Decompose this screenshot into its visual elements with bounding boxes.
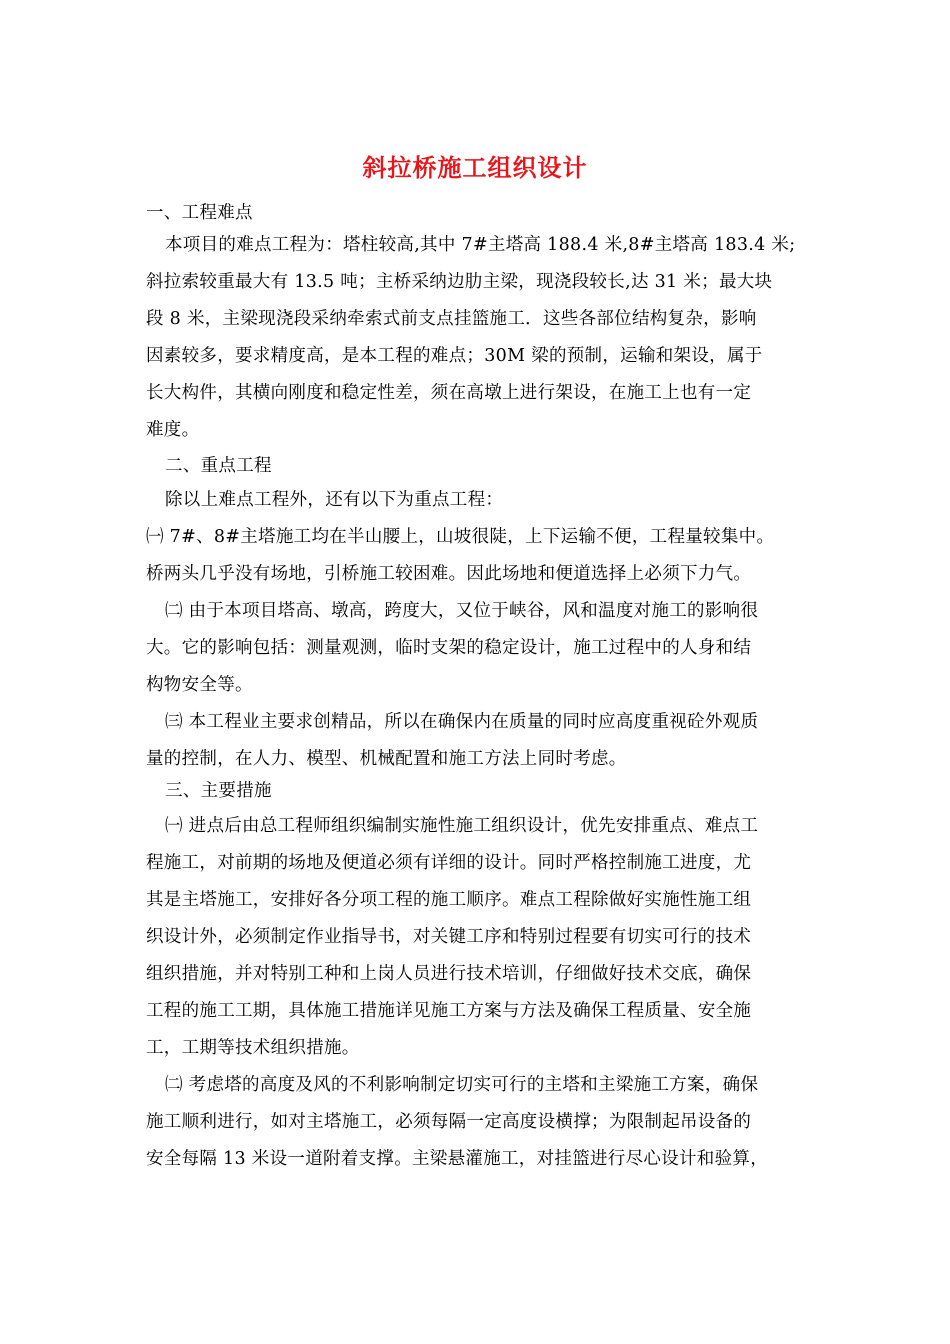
paragraph-line: 组织措施，并对特别工种和上岗人员进行技术培训，仔细做好技术交底，确保 — [146, 964, 752, 984]
paragraph-line: 桥两头几乎没有场地，引桥施工较困难。因此场地和便道选择上必须下力气。 — [146, 564, 752, 584]
paragraph-line: 工，工期等技术组织措施。 — [146, 1038, 360, 1058]
paragraph-line: 长大构件，其横向刚度和稳定性差，须在高墩上进行架设，在施工上也有一定 — [146, 383, 752, 403]
paragraph-line: 因素较多，要求精度高，是本工程的难点；30M 梁的预制，运输和架设，属于 — [146, 346, 763, 366]
paragraph-line: ㈡ 考虑塔的高度及风的不利影响制定切实可行的主塔和主梁施工方案，确保 — [165, 1075, 759, 1095]
paragraph-line: 织设计外，必须制定作业指导书，对关键工序和特别过程要有切实可行的技术 — [146, 927, 752, 947]
paragraph-line: 难度。 — [146, 420, 200, 440]
section-heading-key-works: 二、重点工程 — [165, 456, 272, 476]
document-title: 斜拉桥施工组织设计 — [362, 153, 588, 182]
paragraph-line: ㈡ 由于本项目塔高、墩高，跨度大，又位于峡谷，风和温度对施工的影响很 — [165, 601, 759, 621]
paragraph-line: 程施工，对前期的场地及便道必须有详细的设计。同时严格控制施工进度，尤 — [146, 853, 752, 873]
paragraph-line: 量的控制，在人力、模型、机械配置和施工方法上同时考虑。 — [146, 749, 627, 769]
paragraph-line: 施工顺利进行，如对主塔施工，必须每隔一定高度设横撑；为限制起吊设备的 — [146, 1112, 752, 1132]
paragraph-line: 除以上难点工程外，还有以下为重点工程： — [165, 490, 504, 510]
paragraph-line: ㈢ 本工程业主要求创精品，所以在确保内在质量的同时应高度重视砼外观质 — [165, 712, 759, 732]
paragraph-line: 本项目的难点工程为：塔柱较高,其中 7#主塔高 188.4 米,8#主塔高 183.4 米; — [165, 235, 796, 255]
section-heading-measures: 三、主要措施 — [165, 781, 272, 801]
paragraph-line: 安全每隔 13 米设一道附着支撑。主梁悬灌施工，对挂篮进行尽心设计和验算， — [146, 1149, 768, 1169]
section-heading-difficulties: 一、工程难点 — [146, 203, 253, 223]
paragraph-line: 斜拉索较重最大有 13.5 吨；主桥采纳边肋主梁，现浇段较长,达 31 米；最大块 — [146, 272, 773, 292]
paragraph-line: ㈠ 进点后由总工程师组织编制实施性施工组织设计，优先安排重点、难点工 — [165, 816, 759, 836]
paragraph-line: 工程的施工工期，具体施工措施详见施工方案与方法及确保工程质量、安全施 — [146, 1001, 752, 1021]
paragraph-line: 大。它的影响包括：测量观测，临时支架的稳定设计，施工过程中的人身和结 — [146, 638, 752, 658]
paragraph-line: 段 8 米，主梁现浇段采纳牵索式前支点挂篮施工．这些各部位结构复杂，影响 — [146, 309, 757, 329]
paragraph-line: ㈠ 7#、8#主塔施工均在半山腰上，山坡很陡，上下运输不便，工程量较集中。 — [146, 527, 775, 547]
paragraph-line: 其是主塔施工，安排好各分项工程的施工顺序。难点工程除做好实施性施工组 — [146, 890, 752, 910]
paragraph-line: 构物安全等。 — [146, 675, 253, 695]
